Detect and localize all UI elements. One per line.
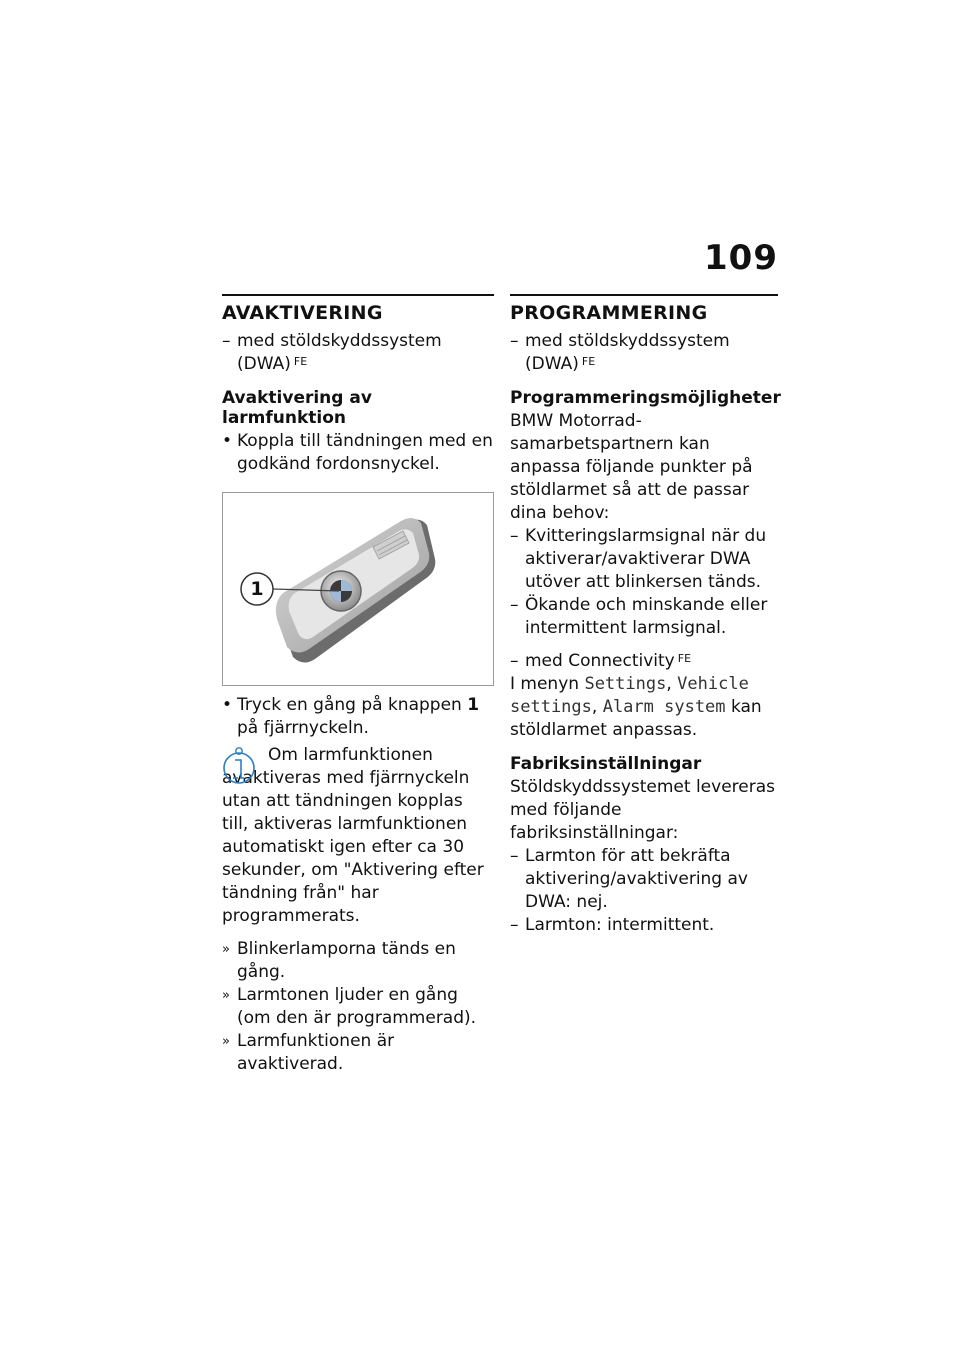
result-text: Blinkerlamporna tänds en gång. — [237, 939, 456, 982]
info-icon — [222, 746, 256, 786]
subheading-programming-options: Programmeringsmöjligheter — [510, 388, 781, 408]
left-column — [222, 294, 494, 1076]
result-item — [222, 938, 494, 984]
remote-key-figure — [222, 492, 494, 686]
result-item — [222, 1030, 494, 1076]
condition-text: med stöldskyddssystem (DWA) — [525, 331, 730, 374]
equipment-condition-connectivity — [510, 650, 778, 673]
option-item — [510, 525, 778, 594]
step-text: Tryck en gång på knappen — [237, 695, 462, 715]
section-rule — [510, 294, 778, 296]
result-text: Larmtonen ljuder en gång (om den är programmerad). — [237, 985, 477, 1028]
factory-text: Larmton: intermittent. — [525, 915, 715, 935]
subheading-factory-settings: Fabriksinställningar — [510, 754, 702, 774]
menu-item-settings: Settings — [584, 674, 667, 694]
dash-marker: – — [510, 526, 519, 546]
step-text: Koppla till tändningen med en godkänd fordonsnyckel. — [237, 431, 493, 474]
menu-item-vehicle-settings: Vehicle settings — [510, 674, 749, 717]
subheading-deactivate-alarm: Avaktivering av larmfunktion — [222, 388, 372, 428]
note-text: Om larmfunktionen avaktiveras med fjärrnyckeln utan att tändningen kopplas till, aktiveras larmfunktionen automatiskt igen efter ca 30 sekunder, om "Aktivering efter tändning från" har programmerats. — [222, 745, 484, 926]
step-press-button — [222, 694, 494, 740]
right-column — [510, 294, 781, 937]
step-callout-ref: 1 — [467, 695, 480, 715]
equipment-condition — [222, 330, 494, 376]
section-heading-programming: PROGRAMMERING — [510, 302, 708, 324]
fe-superscript: FE — [677, 652, 692, 665]
fe-superscript: FE — [581, 355, 596, 368]
fe-superscript: FE — [293, 355, 308, 368]
dash-marker: – — [222, 331, 231, 351]
factory-text: Larmton för att bekräfta aktivering/avaktivering av DWA: nej. — [525, 846, 748, 912]
info-note — [222, 744, 494, 928]
dash-marker: – — [510, 915, 519, 935]
dash-marker: – — [510, 595, 519, 615]
bullet-marker: • — [222, 431, 233, 451]
option-item — [510, 594, 778, 640]
menu-tail: kan stöldlarmet anpassas. — [510, 697, 762, 740]
step-ignition — [222, 430, 494, 476]
option-text: Kvitteringslarmsignal när du aktiverar/avaktiverar DWA utöver att blinkersen tänds. — [525, 526, 767, 592]
menu-separator: , — [666, 674, 672, 694]
dash-marker: – — [510, 846, 519, 866]
condition-text: med Connectivity — [525, 651, 675, 671]
page-number: 109 — [704, 238, 778, 278]
dash-marker: – — [510, 331, 519, 351]
result-item — [222, 984, 494, 1030]
bullet-marker: • — [222, 695, 233, 715]
menu-prefix: I menyn — [510, 674, 580, 694]
equipment-condition — [510, 330, 778, 376]
result-marker: » — [222, 1034, 230, 1049]
condition-text: med stöldskyddssystem (DWA) — [237, 331, 442, 374]
option-text: Ökande och minskande eller intermittent larmsignal. — [525, 595, 768, 638]
step-text-tail: på fjärrnyckeln. — [237, 718, 369, 738]
menu-separator: , — [591, 697, 598, 717]
menu-path-paragraph — [510, 673, 778, 742]
factory-intro: Stöldskyddssystemet levereras med följande fabriksinställningar: — [510, 777, 775, 843]
factory-item — [510, 914, 778, 937]
menu-item-alarm-system: Alarm system — [602, 697, 726, 717]
factory-item — [510, 845, 778, 914]
programming-intro: BMW Motorrad-samarbetspartnern kan anpassa följande punkter på stöldlarmet så att de passar dina behov: — [510, 411, 753, 523]
section-heading-deactivation: AVAKTIVERING — [222, 302, 383, 324]
callout-label: 1 — [250, 578, 264, 600]
result-marker: » — [222, 942, 230, 957]
dash-marker: – — [510, 651, 519, 671]
result-marker: » — [222, 988, 230, 1003]
section-rule — [222, 294, 494, 296]
result-text: Larmfunktionen är avaktiverad. — [237, 1031, 395, 1074]
